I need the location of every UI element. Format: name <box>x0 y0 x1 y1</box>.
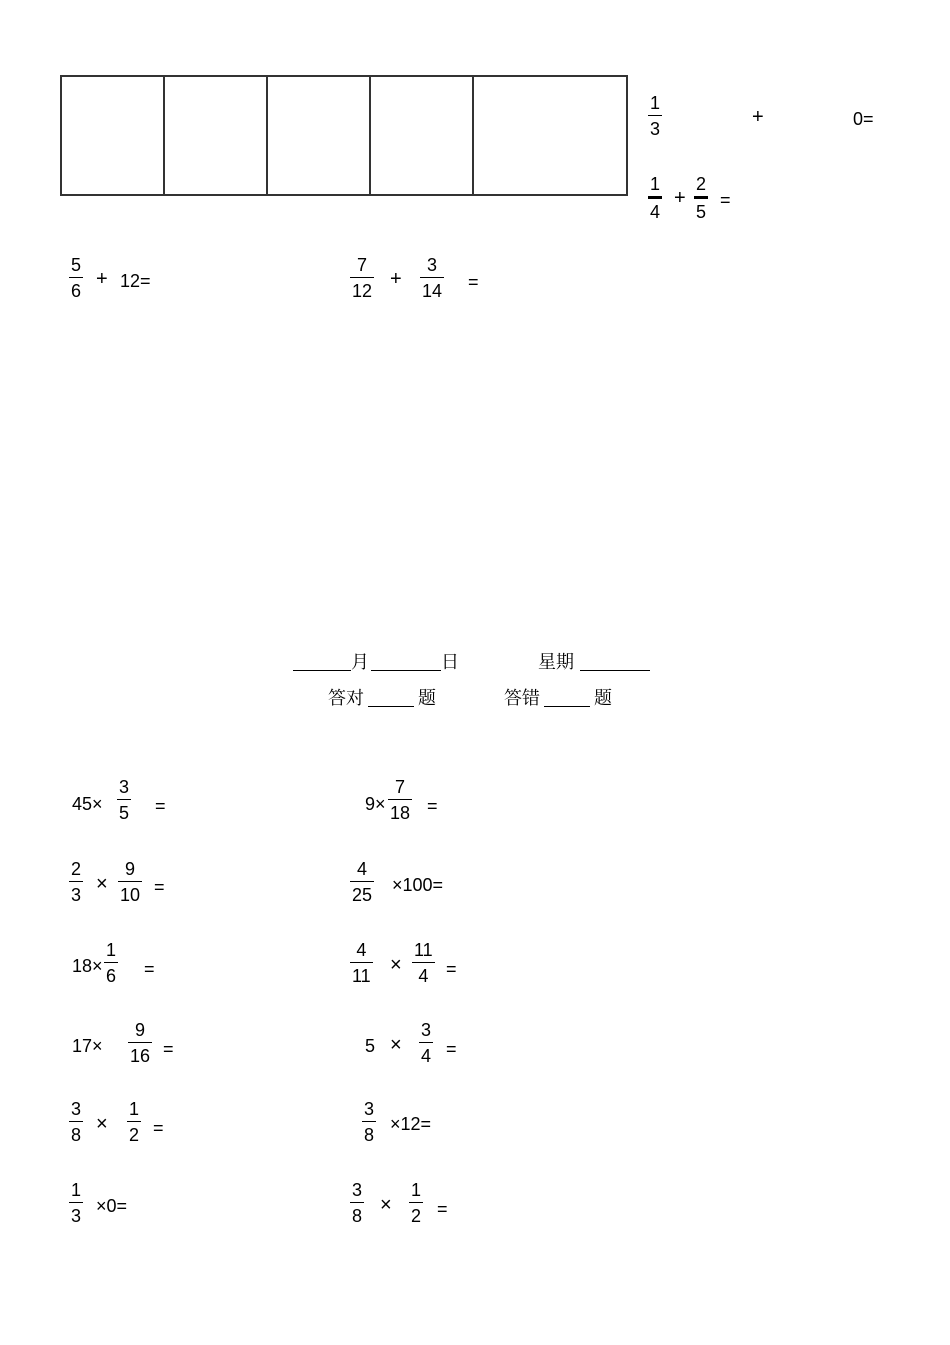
denominator: 8 <box>364 1125 375 1145</box>
numerator: 3 <box>420 256 444 278</box>
equals-sign: = <box>437 1199 448 1219</box>
denominator: 11 <box>352 966 371 986</box>
times-operator: × <box>390 954 402 976</box>
numerator: 1 <box>104 941 118 963</box>
weekday-line <box>538 652 650 672</box>
denominator: 25 <box>352 885 373 905</box>
fraction-1-6 <box>104 941 118 985</box>
correct-label: 答对 <box>328 688 364 709</box>
numerator: 7 <box>350 256 374 278</box>
numerator: 1 <box>648 94 662 116</box>
numerator: 7 <box>388 778 412 800</box>
numerator: 3 <box>117 778 131 800</box>
equation-tail: 0= <box>853 109 874 129</box>
numerator: 1 <box>409 1181 423 1203</box>
denominator: 10 <box>120 885 141 905</box>
numerator: 2 <box>69 860 83 882</box>
problem-lead: 5 <box>365 1036 376 1056</box>
numerator: 4 <box>350 941 373 963</box>
problem-lead: 45× <box>72 794 103 814</box>
denominator: 8 <box>71 1125 82 1145</box>
denominator: 2 <box>129 1125 140 1145</box>
question-label: 题 <box>418 688 436 709</box>
equation-tail: ×100= <box>392 875 444 895</box>
denominator: 4 <box>421 1046 432 1066</box>
equals-sign: = <box>427 796 438 816</box>
fraction-2-5 <box>694 175 708 221</box>
grid-divider <box>472 77 474 194</box>
denominator: 5 <box>119 803 130 823</box>
grid-divider <box>163 77 165 194</box>
fraction-1-3 <box>69 1181 83 1225</box>
denominator: 3 <box>650 119 661 139</box>
equals-sign: = <box>446 959 457 979</box>
numerator: 3 <box>69 1100 83 1122</box>
numerator: 3 <box>362 1100 376 1122</box>
problem-lead: 9× <box>365 794 386 814</box>
equation-tail: ×12= <box>390 1114 432 1134</box>
weekday-blank[interactable] <box>580 652 650 671</box>
fraction-2-3 <box>69 860 83 904</box>
fraction-5-6 <box>69 256 83 300</box>
equals-sign: = <box>468 272 479 292</box>
denominator: 8 <box>352 1206 363 1226</box>
numerator: 2 <box>694 175 708 199</box>
wrong-label: 答错 <box>504 688 540 709</box>
times-operator: × <box>96 873 108 895</box>
times-operator: × <box>390 1034 402 1056</box>
denominator: 5 <box>696 202 707 222</box>
wrong-blank[interactable] <box>544 688 590 707</box>
denominator: 6 <box>71 281 82 301</box>
fraction-9-10 <box>118 860 142 904</box>
wrong-line <box>504 688 612 708</box>
fraction-1-4 <box>648 175 662 221</box>
fraction-9-16 <box>128 1021 152 1065</box>
weekday-label: 星期 <box>538 652 574 673</box>
equals-sign: = <box>720 190 731 210</box>
day-label: 日 <box>441 652 459 673</box>
denominator: 16 <box>130 1046 151 1066</box>
numerator: 3 <box>350 1181 364 1203</box>
denominator: 2 <box>411 1206 422 1226</box>
numerator: 5 <box>69 256 83 278</box>
numerator: 9 <box>128 1021 152 1043</box>
fraction-1-3 <box>648 94 662 138</box>
equals-sign: = <box>446 1039 457 1059</box>
denominator: 4 <box>650 202 661 222</box>
question-label: 题 <box>594 688 612 709</box>
plus-operator: + <box>96 268 108 290</box>
times-operator: × <box>96 1113 108 1135</box>
numerator: 3 <box>419 1021 433 1043</box>
fraction-3-8 <box>350 1181 364 1225</box>
numerator: 11 <box>412 941 435 963</box>
fraction-1-2 <box>127 1100 141 1144</box>
plus-operator: + <box>752 106 764 128</box>
numerator: 1 <box>648 175 662 199</box>
denominator: 6 <box>106 966 117 986</box>
denominator: 18 <box>390 803 411 823</box>
month-blank[interactable] <box>293 652 351 671</box>
fraction-4-25 <box>350 860 374 904</box>
correct-blank[interactable] <box>368 688 414 707</box>
day-blank[interactable] <box>371 652 441 671</box>
denominator: 3 <box>71 885 82 905</box>
denominator: 4 <box>418 966 429 986</box>
numerator: 1 <box>69 1181 83 1203</box>
answer-grid <box>60 75 628 196</box>
times-operator: × <box>380 1194 392 1216</box>
fraction-3-14 <box>420 256 444 300</box>
grid-divider <box>266 77 268 194</box>
equation-tail: 12= <box>120 271 151 291</box>
fraction-3-5 <box>117 778 131 822</box>
numerator: 1 <box>127 1100 141 1122</box>
problem-lead: 18× <box>72 956 103 976</box>
numerator: 9 <box>118 860 142 882</box>
problem-lead: 17× <box>72 1036 103 1056</box>
denominator: 12 <box>352 281 373 301</box>
fraction-1-2 <box>409 1181 423 1225</box>
equals-sign: = <box>163 1039 174 1059</box>
fraction-11-4 <box>412 941 435 985</box>
fraction-3-4 <box>419 1021 433 1065</box>
equals-sign: = <box>155 796 166 816</box>
fraction-4-11 <box>350 941 373 985</box>
correct-line <box>328 688 436 708</box>
plus-operator: + <box>674 187 686 209</box>
grid-divider <box>369 77 371 194</box>
denominator: 3 <box>71 1206 82 1226</box>
fraction-3-8 <box>69 1100 83 1144</box>
equals-sign: = <box>153 1118 164 1138</box>
equals-sign: = <box>144 959 155 979</box>
fraction-3-8 <box>362 1100 376 1144</box>
denominator: 14 <box>422 281 443 301</box>
date-line <box>293 652 459 672</box>
equals-sign: = <box>154 877 165 897</box>
plus-operator: + <box>390 268 402 290</box>
fraction-7-18 <box>388 778 412 822</box>
equation-tail: ×0= <box>96 1196 128 1216</box>
numerator: 4 <box>350 860 374 882</box>
month-label: 月 <box>351 652 369 673</box>
fraction-7-12 <box>350 256 374 300</box>
